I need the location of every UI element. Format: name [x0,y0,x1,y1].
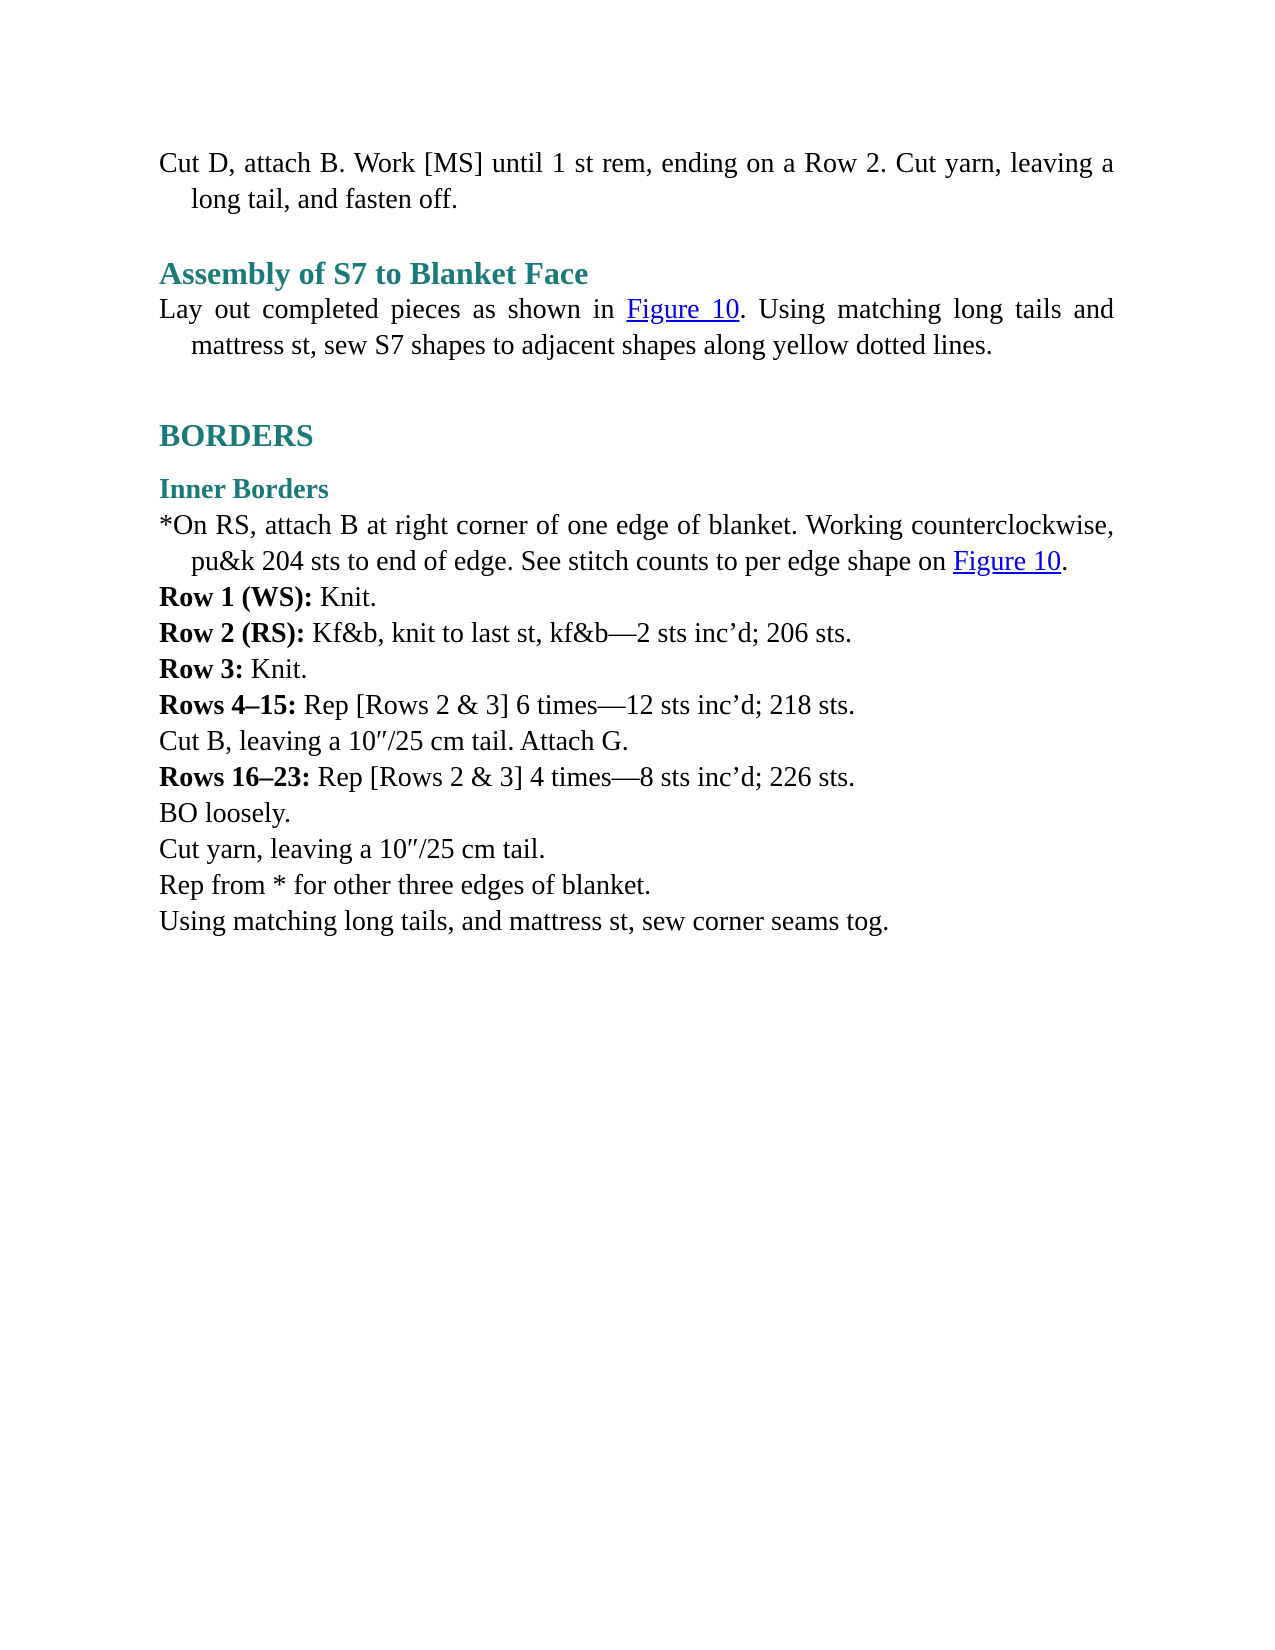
instruction-row [159,688,1114,724]
instruction-row [159,724,1114,760]
inner-borders-heading: Inner Borders [159,474,329,505]
figure-10-link[interactable]: Figure 10 [626,294,740,325]
inner-intro-text-before: *On RS, attach B at right corner of one edge of blanket. Working counterclockwise, pu&k 204 sts to end of edge. See stitch counts to per edge shape on [159,510,1114,577]
assembly-paragraph [159,292,1114,364]
row-label: Row 1 (WS): [159,582,313,613]
row-text: BO loosely. [159,798,291,829]
row-text: Cut yarn, leaving a 10″/25 cm tail. [159,834,546,865]
instruction-row [159,760,1114,796]
assembly-text-before: Lay out completed pieces as shown in [159,294,627,325]
row-label: Rows 4–15: [159,690,297,721]
row-label: Row 3: [159,654,244,685]
row-text: Kf&b, knit to last st, kf&b—2 sts inc’d; 206 sts. [305,618,852,649]
row-text: Rep [Rows 2 & 3] 4 times—8 sts inc’d; 226 sts. [310,762,856,793]
instruction-row [159,616,1114,652]
document-page [159,146,1114,940]
row-text: Cut B, leaving a 10″/25 cm tail. Attach G. [159,726,629,757]
row-text: Rep from * for other three edges of blanket. [159,870,652,901]
instruction-row [159,580,1114,616]
instruction-row [159,796,1114,832]
instruction-row [159,904,1114,940]
intro-paragraph: Cut D, attach B. Work [MS] until 1 st rem, ending on a Row 2. Cut yarn, leaving a long tail, and fasten off. [159,148,1114,215]
figure-10-link[interactable]: Figure 10 [953,546,1062,577]
inner-intro-text-after: . [1061,546,1069,577]
row-label: Rows 16–23: [159,762,311,793]
row-text: Knit. [313,582,377,613]
instruction-row [159,652,1114,688]
row-text: Using matching long tails, and mattress st, sew corner seams tog. [159,906,890,937]
inner-borders-intro [159,508,1114,580]
instruction-row [159,868,1114,904]
assembly-text-after: . Using matching long tails and mattress st, sew S7 shapes to adjacent shapes along yellow dotted lines. [191,294,1114,361]
borders-heading: BORDERS [159,417,314,453]
row-label: Row 2 (RS): [159,618,306,649]
row-text: Rep [Rows 2 & 3] 6 times—12 sts inc’d; 218 sts. [296,690,856,721]
instruction-row [159,832,1114,868]
row-text: Knit. [243,654,308,685]
assembly-heading: Assembly of S7 to Blanket Face [159,255,589,291]
